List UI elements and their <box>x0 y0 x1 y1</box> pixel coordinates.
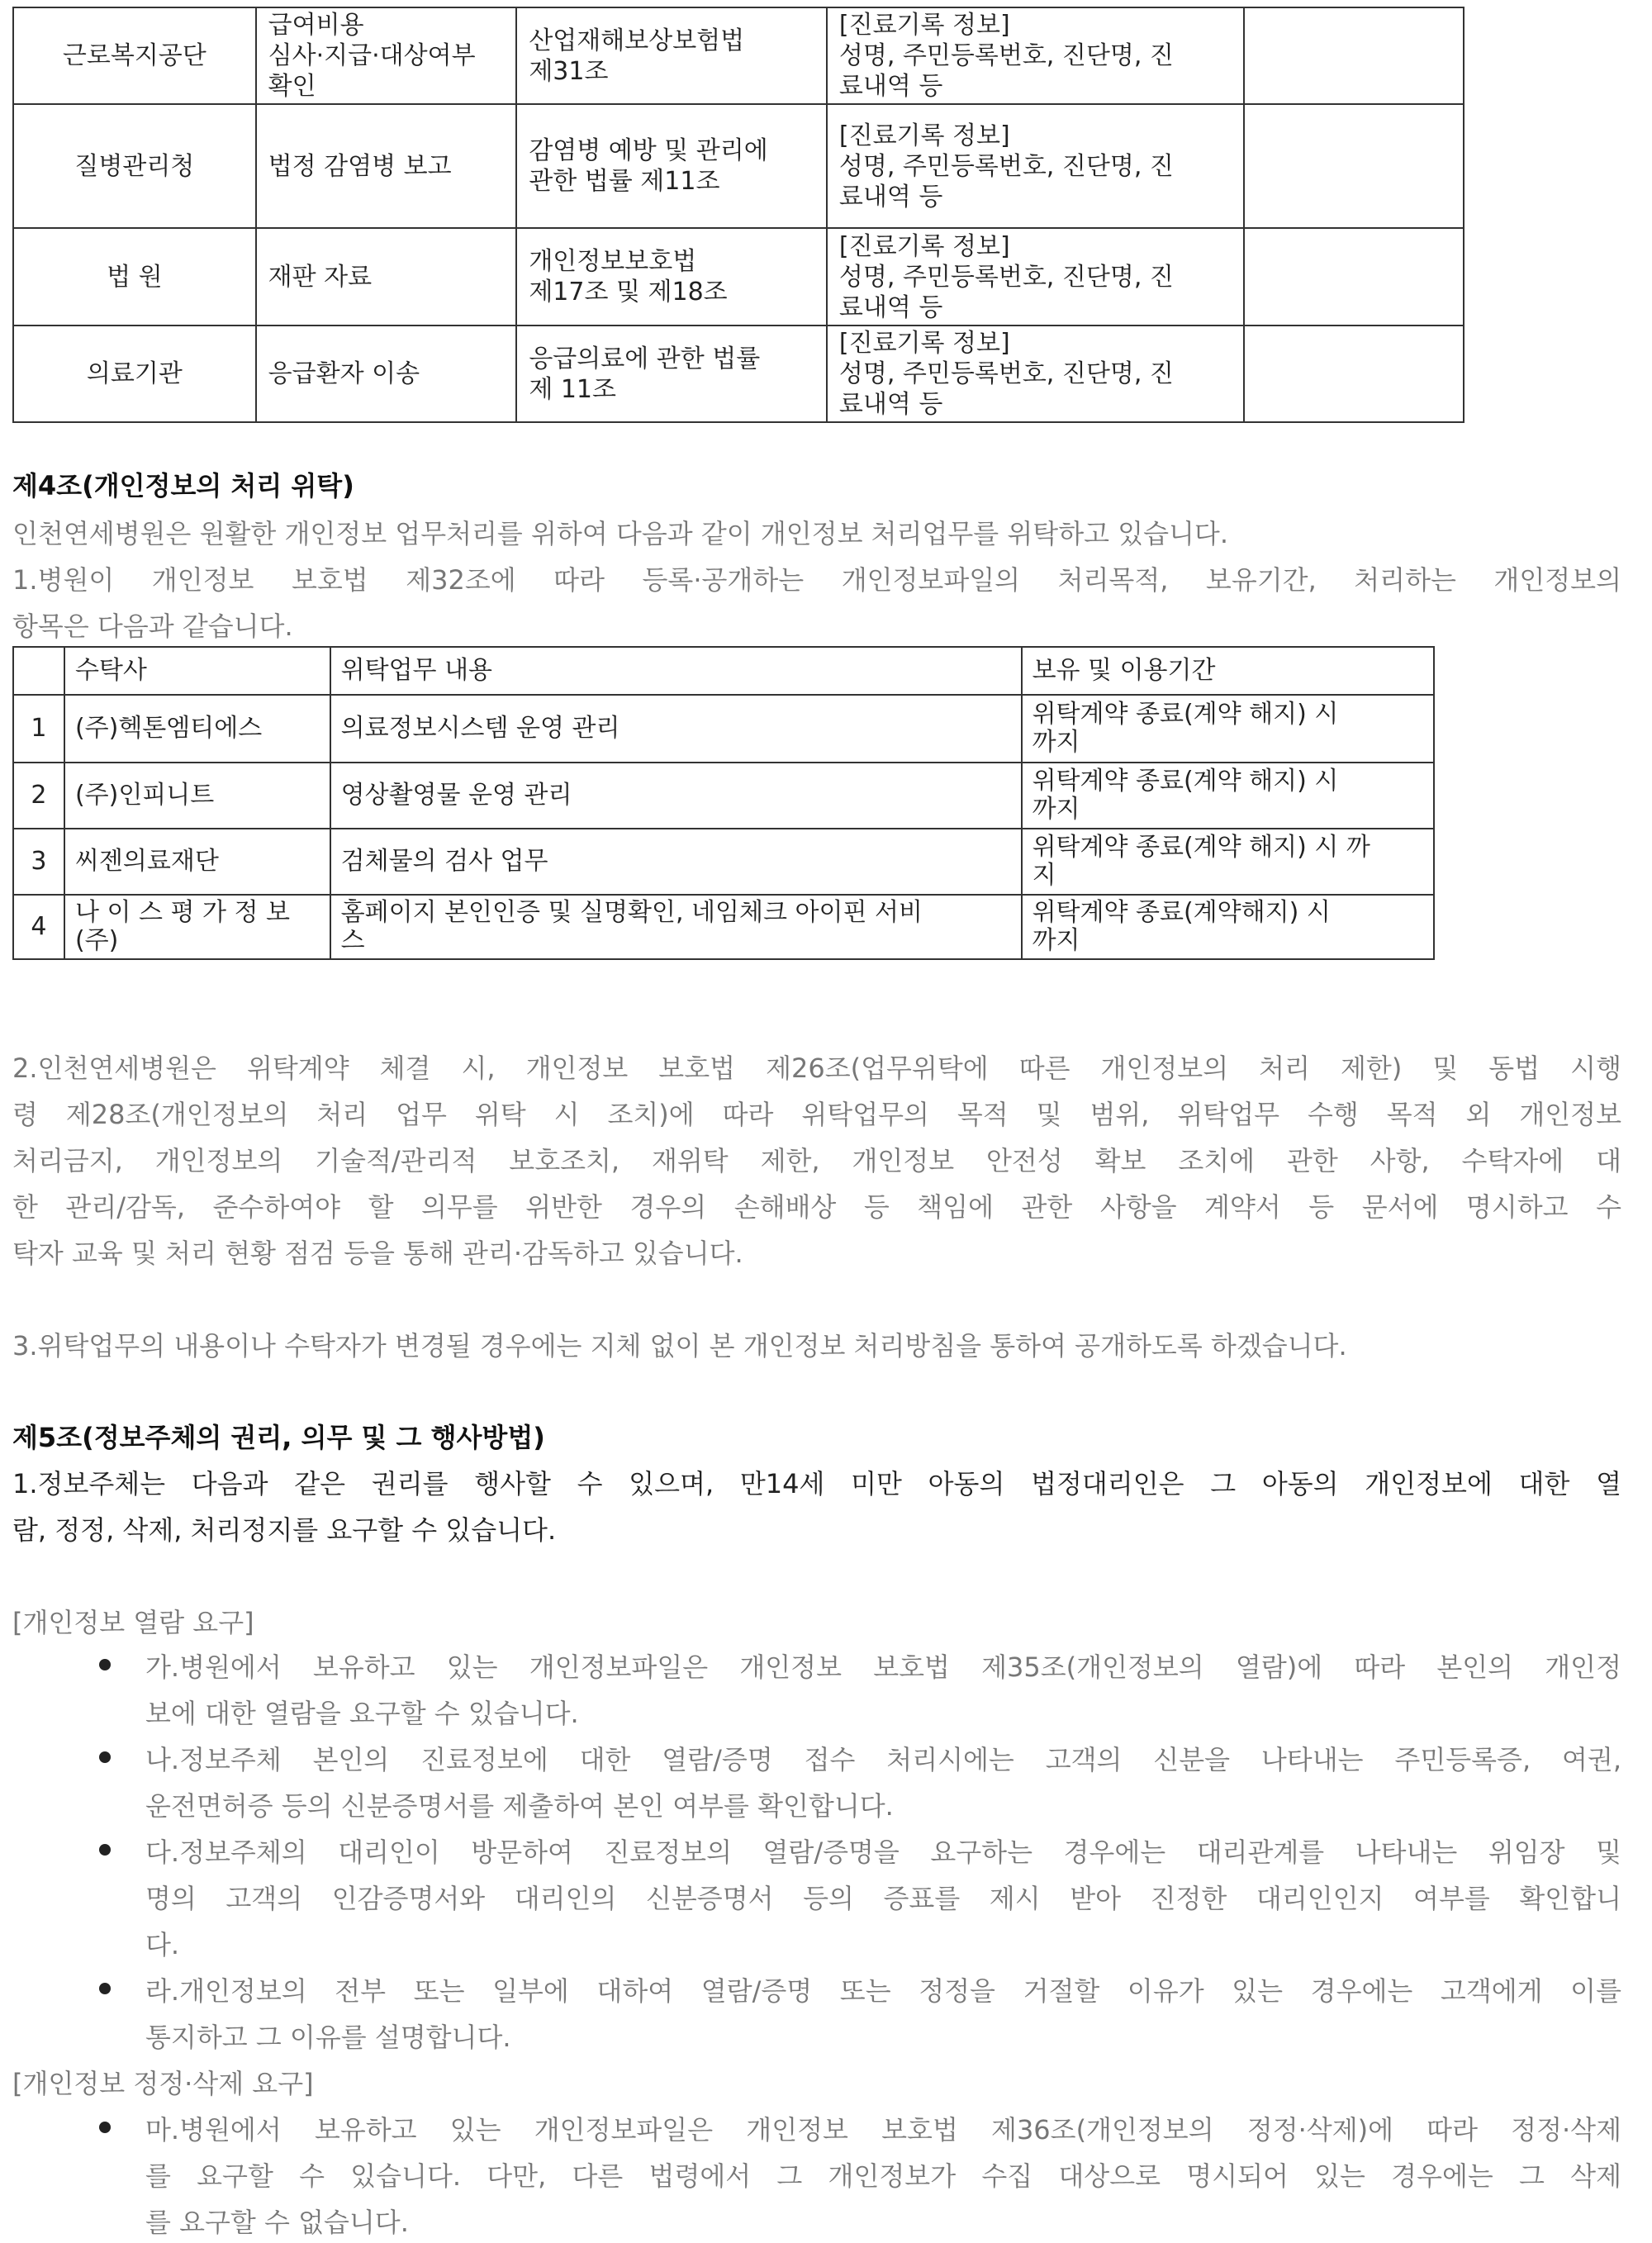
table-row <box>13 895 1434 959</box>
items-cell: [진료기록 정보] 성명, 주민등록번호, 진단명, 진 료내역 등 <box>827 228 1244 326</box>
period-cell: 위탁계약 종료(계약 해지) 시 까지 <box>1022 763 1434 829</box>
article-5-p1-line: 람, 정정, 삭제, 처리정지를 요구할 수 있습니다. <box>12 1514 557 1546</box>
table-row <box>13 695 1434 763</box>
law-cell: 개인정보보호법 제17조 및 제18조 <box>516 228 827 326</box>
article-4-intro: 인천연세병원은 원활한 개인정보 업무처리를 위하여 다음과 같이 개인정보 처리업무를 위탁하고 있습니다. <box>12 518 1229 549</box>
column-header: 수탁사 <box>64 647 330 695</box>
company-cell: 씨젠의료재단 <box>64 829 330 895</box>
law-cell: 응급의료에 관한 법률 제 11조 <box>516 326 827 422</box>
task-cell: 검체물의 검사 업무 <box>330 829 1022 895</box>
empty-cell <box>1244 104 1464 228</box>
bullet-icon <box>99 2122 111 2133</box>
bullet-line: 마.병원에서 보유하고 있는 개인정보파일은 개인정보 보호법 제36조(개인정보의 정정·삭제)에 따라 정정·삭제 <box>145 2114 1621 2146</box>
purpose-cell: 급여비용 심사·지급·대상여부 확인 <box>256 7 517 104</box>
company-cell: 나 이 스 평 가 정 보 (주) <box>64 895 330 959</box>
third-party-table <box>12 7 1464 423</box>
bullet-line: 명의 고객의 인감증명서와 대리인의 신분증명서 등의 증표를 제시 받아 진정한 대리인인지 여부를 확인합니 <box>145 1883 1621 1914</box>
article-4-p2-line: 탁자 교육 및 처리 현황 점검 등을 통해 관리·감독하고 있습니다. <box>12 1238 743 1269</box>
article-5-heading: 제5조(정보주체의 권리, 의무 및 그 행사방법) <box>12 1422 545 1453</box>
purpose-cell: 응급환자 이송 <box>256 326 517 422</box>
task-cell: 의료정보시스템 운영 관리 <box>330 695 1022 763</box>
article-4-p2-line: 한 관리/감독, 준수하여야 할 의무를 위반한 경우의 손해배상 등 책임에 관한 사항을 계약서 등 문서에 명시하고 수 <box>12 1191 1621 1223</box>
empty-cell <box>1244 326 1464 422</box>
bullet-line: 다. <box>145 1929 180 1960</box>
bullet-line: 를 요구할 수 없습니다. <box>145 2207 409 2238</box>
table-row <box>13 326 1464 422</box>
article-4-p2-line: 처리금지, 개인정보의 기술적/관리적 보호조치, 재위탁 제한, 개인정보 안전성 확보 조치에 관한 사항, 수탁자에 대 <box>12 1145 1621 1176</box>
agency-cell: 질병관리청 <box>13 104 256 228</box>
table-row <box>13 7 1464 104</box>
outsourcing-table <box>12 646 1435 960</box>
bullet-line: 통지하고 그 이유를 설명합니다. <box>145 2022 511 2053</box>
table-row <box>13 104 1464 228</box>
bullet-line: 운전면허증 등의 신분증명서를 제출하여 본인 여부를 확인합니다. <box>145 1790 894 1822</box>
column-header <box>13 647 64 695</box>
bullet-line: 가.병원에서 보유하고 있는 개인정보파일은 개인정보 보호법 제35조(개인정보의 열람)에 따라 본인의 개인정 <box>145 1651 1621 1683</box>
article-5-p1-line: 1.정보주체는 다음과 같은 권리를 행사할 수 있으며, 만14세 미만 아동의 법정대리인은 그 아동의 개인정보에 대한 열 <box>12 1468 1621 1499</box>
agency-cell: 의료기관 <box>13 326 256 422</box>
bullet-icon <box>99 1659 111 1670</box>
article-4-p2-line: 령 제28조(개인정보의 처리 업무 위탁 시 조치)에 따라 위탁업무의 목적 및 범위, 위탁업무 수행 목적 외 개인정보 <box>12 1099 1621 1130</box>
bullet-line: 라.개인정보의 전부 또는 일부에 대하여 열람/증명 또는 정정을 거절할 이유가 있는 경우에는 고객에게 이를 <box>145 1975 1622 2007</box>
article-4-p1-line: 항목은 다음과 같습니다. <box>12 611 293 642</box>
article-4-p3: 3.위탁업무의 내용이나 수탁자가 변경될 경우에는 지체 없이 본 개인정보 처리방침을 통하여 공개하도록 하겠습니다. <box>12 1330 1347 1361</box>
period-cell: 위탁계약 종료(계약 해지) 시 까 지 <box>1022 829 1434 895</box>
items-cell: [진료기록 정보] 성명, 주민등록번호, 진단명, 진 료내역 등 <box>827 326 1244 422</box>
bullet-icon <box>99 1751 111 1763</box>
table-row <box>13 829 1434 895</box>
company-cell: (주)헥톤엠티에스 <box>64 695 330 763</box>
row-number: 4 <box>13 895 64 959</box>
law-cell: 감염병 예방 및 관리에 관한 법률 제11조 <box>516 104 827 228</box>
article-4-p2-line: 2.인천연세병원은 위탁계약 체결 시, 개인정보 보호법 제26조(업무위탁에 따른 개인정보의 처리 제한) 및 동법 시행 <box>12 1053 1621 1084</box>
column-header: 위탁업무 내용 <box>330 647 1022 695</box>
purpose-cell: 법정 감염병 보고 <box>256 104 517 228</box>
article-4-p1-line: 1.병원이 개인정보 보호법 제32조에 따라 등록·공개하는 개인정보파일의 처리목적, 보유기간, 처리하는 개인정보의 <box>12 564 1621 596</box>
row-number: 1 <box>13 695 64 763</box>
task-cell: 영상촬영물 운영 관리 <box>330 763 1022 829</box>
column-header: 보유 및 이용기간 <box>1022 647 1434 695</box>
table-row <box>13 763 1434 829</box>
bullet-line: 보에 대한 열람을 요구할 수 있습니다. <box>145 1698 579 1729</box>
bullet-icon <box>99 1983 111 1994</box>
row-number: 3 <box>13 829 64 895</box>
company-cell: (주)인피니트 <box>64 763 330 829</box>
table-row <box>13 228 1464 326</box>
section-title-correction: [개인정보 정정·삭제 요구] <box>12 2068 314 2099</box>
task-cell: 홈페이지 본인인증 및 실명확인, 네임체크 아이핀 서비 스 <box>330 895 1022 959</box>
empty-cell <box>1244 7 1464 104</box>
empty-cell <box>1244 228 1464 326</box>
period-cell: 위탁계약 종료(계약해지) 시 까지 <box>1022 895 1434 959</box>
article-4-heading: 제4조(개인정보의 처리 위탁) <box>12 470 354 501</box>
table-header-row <box>13 647 1434 695</box>
bullet-line: 나.정보주체 본인의 진료정보에 대한 열람/증명 접수 처리시에는 고객의 신분을 나타내는 주민등록증, 여권, <box>145 1744 1621 1775</box>
items-cell: [진료기록 정보] 성명, 주민등록번호, 진단명, 진 료내역 등 <box>827 104 1244 228</box>
bullet-icon <box>99 1844 111 1856</box>
bullet-line: 다.정보주체의 대리인이 방문하여 진료정보의 열람/증명을 요구하는 경우에는 대리관계를 나타내는 위임장 및 <box>145 1837 1621 1868</box>
items-cell: [진료기록 정보] 성명, 주민등록번호, 진단명, 진 료내역 등 <box>827 7 1244 104</box>
bullet-line: 를 요구할 수 있습니다. 다만, 다른 법령에서 그 개인정보가 수집 대상으로 명시되어 있는 경우에는 그 삭제 <box>145 2160 1621 2192</box>
agency-cell: 법 원 <box>13 228 256 326</box>
law-cell: 산업재해보상보험법 제31조 <box>516 7 827 104</box>
period-cell: 위탁계약 종료(계약 해지) 시 까지 <box>1022 695 1434 763</box>
agency-cell: 근로복지공단 <box>13 7 256 104</box>
purpose-cell: 재판 자료 <box>256 228 517 326</box>
row-number: 2 <box>13 763 64 829</box>
section-title-access: [개인정보 열람 요구] <box>12 1607 254 1638</box>
